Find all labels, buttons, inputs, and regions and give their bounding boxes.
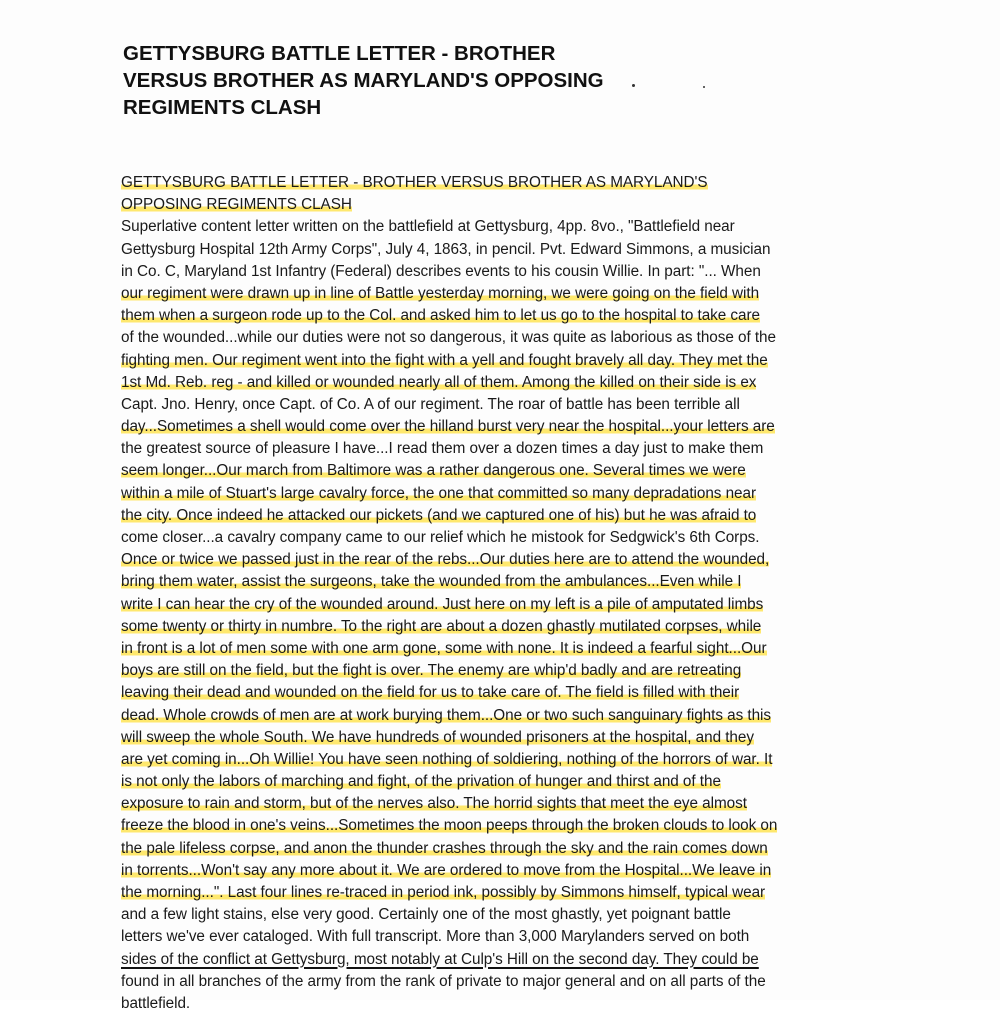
text-line: in Co. C, Maryland 1st Infantry (Federal) describes events to his cousin Willie. In part: "... When	[121, 262, 761, 280]
page-headline	[123, 40, 683, 121]
headline-line: GETTYSBURG BATTLE LETTER - BROTHER	[123, 42, 556, 65]
text-line: leaving their dead and wounded on the field for us to take care of. The field is filled with their	[121, 684, 740, 702]
paper-speck	[703, 86, 705, 88]
text-line: and a few light stains, else very good. Certainly one of the most ghastly, yet poignant battle	[121, 906, 731, 924]
text-line: Superlative content letter written on the battlefield at Gettysburg, 4pp. 8vo., "Battlefield near	[121, 218, 735, 236]
text-line: of the wounded...while our duties were not so dangerous, it was quite as laborious as those of the	[121, 329, 776, 347]
text-line: letters we've ever cataloged. With full transcript. More than 3,000 Marylanders served on both	[121, 928, 750, 946]
text-line: day...Sometimes a shell would come over the hilland burst very near the hospital...your letters are	[121, 418, 775, 436]
text-line: GETTYSBURG BATTLE LETTER - BROTHER VERSUS BROTHER AS MARYLAND'S	[121, 174, 708, 191]
text-line: are yet coming in...Oh Willie! You have seen nothing of soldiering, nothing of the horrors of war. It	[121, 750, 773, 768]
text-line: will sweep the whole South. We have hundreds of wounded prisoners at the hospital, and they	[121, 728, 754, 746]
text-line: Once or twice we passed just in the rear of the rebs...Our duties here are to attend the wounded,	[121, 551, 770, 569]
text-line: OPPOSING REGIMENTS CLASH	[121, 196, 352, 214]
text-line: boys are still on the field, but the fight is over. The enemy are whip'd badly and are retreating	[121, 662, 742, 680]
headline-line: REGIMENTS CLASH	[123, 96, 322, 119]
text-line: our regiment were drawn up in line of Battle yesterday morning, we were going on the field with	[121, 284, 760, 302]
text-line: in front is a lot of men some with one arm gone, some with none. It is indeed a fearful sight...Our	[121, 639, 767, 657]
text-line: seem longer...Our march from Baltimore was a rather dangerous one. Several times we were	[121, 462, 746, 480]
text-line: the greatest source of pleasure I have...I read them over a dozen times a day just to make them	[121, 440, 764, 458]
text-line: the morning...". Last four lines re-traced in period ink, possibly by Simmons himself, typical wear	[121, 884, 766, 901]
text-line: bring them water, assist the surgeons, take the wounded from the ambulances...Even while I	[121, 573, 742, 591]
text-line: write I can hear the cry of the wounded around. Just here on my left is a pile of amputated limbs	[121, 595, 764, 613]
text-line: found in all branches of the army from the rank of private to major general and on all parts of the	[121, 972, 766, 990]
text-line: within a mile of Stuart's large cavalry force, the one that committed so many depradations near	[121, 484, 757, 502]
text-line: freeze the blood in one's veins...Sometimes the moon peeps through the broken clouds to look on	[121, 817, 778, 835]
text-line: sides of the conflict at Gettysburg, most notably at Culp's Hill on the second day. They could be	[121, 950, 759, 968]
text-line: 1st Md. Reb. reg - and killed or wounded nearly all of them. Among the killed on their side is ex	[121, 373, 757, 391]
text-line: come closer...a cavalry company came to our relief which he mistook for Sedgwick's 6th Corps.	[121, 529, 760, 546]
text-line: is not only the labors of marching and fight, of the privation of hunger and thirst and of the	[121, 773, 721, 791]
text-line: Gettysburg Hospital 12th Army Corps", July 4, 1863, in pencil. Pvt. Edward Simmons, a musician	[121, 240, 771, 258]
text-line: the pale lifeless corpse, and anon the thunder crashes through the sky and the rain comes down	[121, 839, 768, 857]
headline-line: VERSUS BROTHER AS MARYLAND'S OPPOSING	[123, 69, 604, 92]
text-line: them when a surgeon rode up to the Col. and asked him to let us go to the hospital to take care	[121, 307, 760, 325]
text-line: battlefield.	[121, 994, 191, 1012]
text-line: the city. Once indeed he attacked our pickets (and we captured one of his) but he was afraid to	[121, 506, 757, 524]
text-line: dead. Whole crowds of men are at work burying them...One or two such sanguinary fights as this	[121, 706, 771, 724]
text-line: in torrents...Won't say any more about it. We are ordered to move from the Hospital...We leave in	[121, 861, 772, 879]
text-line: Capt. Jno. Henry, once Capt. of Co. A of our regiment. The roar of battle has been terrible all	[121, 395, 740, 413]
text-line: exposure to rain and storm, but of the nerves also. The horrid sights that meet the eye almost	[121, 795, 747, 813]
paper-speck	[632, 84, 635, 87]
text-line: fighting men. Our regiment went into the fight with a yell and fought bravely all day. They met the	[121, 351, 768, 369]
text-line: some twenty or thirty in numbre. To the right are about a dozen ghastly mutilated corpses, while	[121, 617, 762, 635]
letter-description	[121, 172, 841, 1015]
